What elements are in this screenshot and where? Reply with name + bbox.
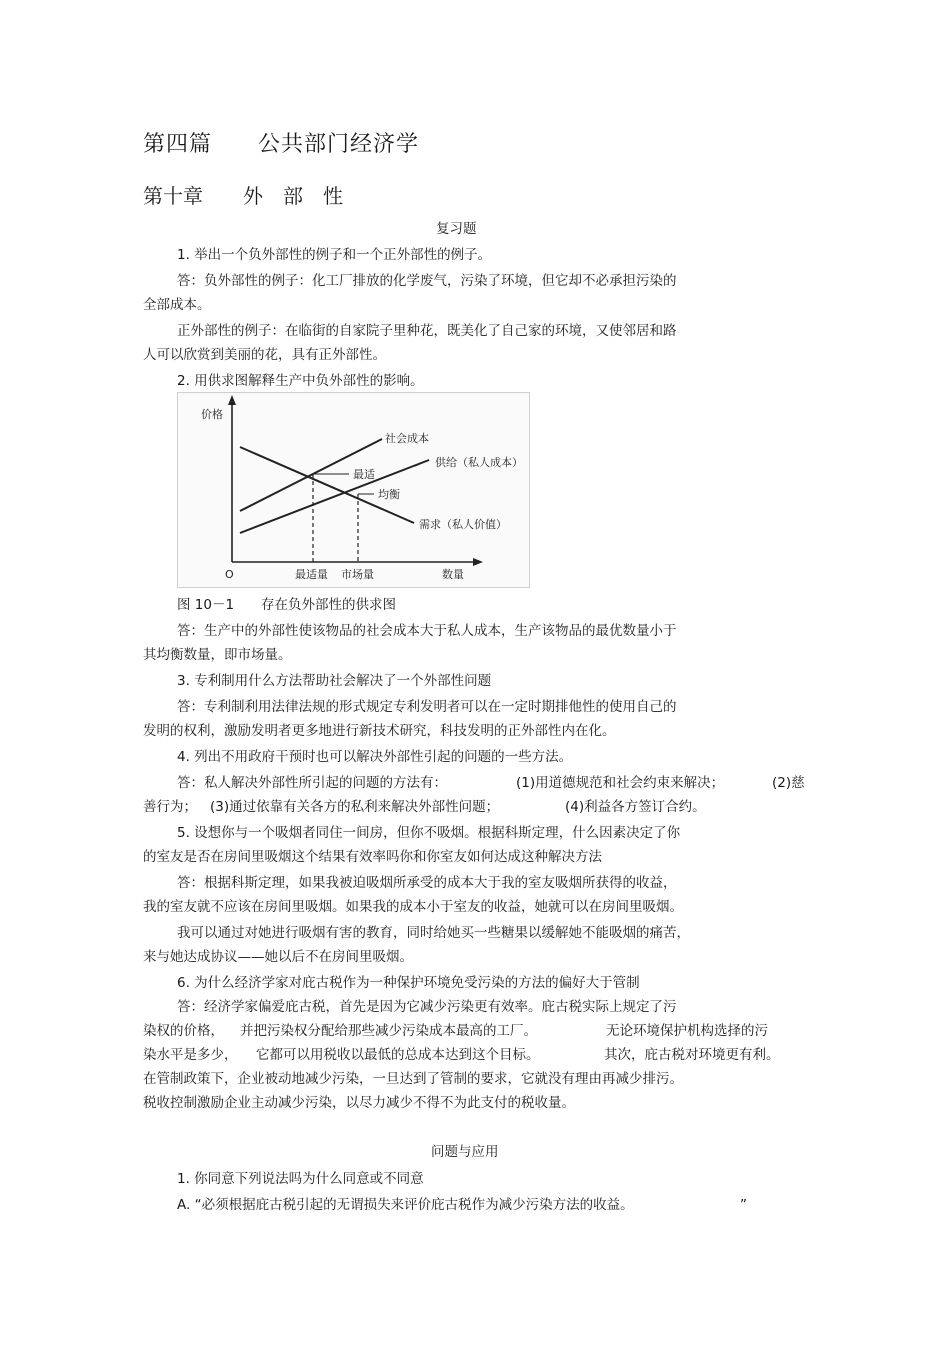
answer-6-line-2-part-2: 并把污染权分配给那些减少污染成本最高的工厂。 [240,1023,537,1039]
answer-6-line-5: 税收控制激励企业主动减少污染，以尽力减少不得不为此支付的税收量。 [143,1095,575,1111]
question-1: 1. 举出一个负外部性的例子和一个正外部性的例子。 [177,247,492,263]
applications-heading: 问题与应用 [431,1144,499,1160]
answer-1-line-4: 人可以欣赏到美丽的花，具有正外部性。 [143,347,386,363]
answer-4-line-2-part-2: (3)通过依靠有关各方的私利来解决外部性问题； [210,799,500,815]
answer-5-line-1: 答：根据科斯定理，如果我被迫吸烟所承受的成本大于我的室友吸烟所获得的收益， [177,875,677,891]
answer-5-line-3: 我可以通过对她进行吸烟有害的教育，同时给她买一些糖果以缓解她不能吸烟的痛苦， [177,925,690,941]
answer-6-line-3-part-3: 其次，庇古税对环境更有利。 [604,1047,780,1063]
y-axis-label: 价格 [201,408,223,421]
question-6: 6. 为什么经济学家对庇古税作为一种保护环境免受污染的方法的偏好大于管制 [177,975,640,991]
answer-6-line-4: 在管制政策下，企业被动地减少污染，一旦达到了管制的要求，它就没有理由再减少排污。 [143,1071,683,1087]
answer-6-line-3-part-1: 染水平是多少， [143,1047,238,1063]
answer-6-line-1: 答：经济学家偏爱庇古税，首先是因为它减少污染更有效率。庇古税实际上规定了污 [177,999,677,1015]
answer-2-line-2: 其均衡数量，即市场量。 [143,647,292,663]
answer-4-line-1-part-1: 答：私人解决外部性所引起的问题的方法有： [177,775,447,791]
series-label-demand: 需求（私人价值） [419,518,507,531]
externality-supply-demand-chart [177,392,532,589]
question-4: 4. 列出不用政府干预时也可以解决外部性引起的问题的一些方法。 [177,749,573,765]
x-tick-market-quantity: 市场量 [341,568,374,581]
review-heading: 复习题 [436,221,477,237]
series-label-social-cost: 社会成本 [385,432,429,445]
answer-5-line-2: 我的室友就不应该在房间里吸烟。如果我的成本小于室友的收益，她就可以在房间里吸烟。 [143,899,683,915]
answer-1-line-2: 全部成本。 [143,297,211,313]
annotation-equilibrium: 均衡 [378,488,400,501]
answer-6-line-2-part-3: 无论环境保护机构选择的污 [606,1023,768,1039]
application-1a-closing-quote: ” [740,1197,747,1213]
answer-3-line-1: 答：专利制利用法律法规的形式规定专利发明者可以在一定时期排他性的使用自己的 [177,699,677,715]
annotation-optimum: 最适 [353,468,375,481]
part-title: 第四篇 公共部门经济学 [143,132,420,157]
question-5-line-1: 5. 设想你与一个吸烟者同住一间房，但你不吸烟。根据科斯定理，什么因素决定了你 [177,825,681,841]
answer-2-line-1: 答：生产中的外部性使该物品的社会成本大于私人成本，生产该物品的最优数量小于 [177,623,677,639]
answer-3-line-2: 发明的权利，激励发明者更多地进行新技术研究，科技发明的正外部性内在化。 [143,723,616,739]
answer-4-line-2-part-1: 善行为； [143,799,197,815]
x-tick-optimum-quantity: 最适量 [295,568,328,581]
series-label-supply: 供给（私人成本） [435,456,523,469]
chapter-title: 第十章 外 部 性 [143,184,343,208]
answer-4-line-1-part-3: (2)慈 [772,775,805,791]
question-2: 2. 用供求图解释生产中负外部性的影响。 [177,373,424,389]
application-1: 1. 你同意下列说法吗为什么同意或不同意 [177,1171,424,1187]
figure-caption: 图 10－1 存在负外部性的供求图 [177,597,397,613]
answer-4-line-2-part-3: (4)利益各方签订合约。 [565,799,706,815]
answer-6-line-2-part-1: 染权的价格， [143,1023,224,1039]
origin-label: O [225,568,234,581]
x-axis-label: 数量 [442,568,464,581]
application-1a-statement: A. “必须根据庇古税引起的无谓损失来评价庇古税作为减少污染方法的收益。 [177,1197,634,1213]
answer-1-line-1: 答：负外部性的例子：化工厂排放的化学废气，污染了环境，但它却不必承担污染的 [177,273,677,289]
answer-6-line-3-part-2: 它都可以用税收以最低的总成本达到这个目标。 [256,1047,540,1063]
answer-4-line-1-part-2: (1)用道德规范和社会约束来解决； [516,775,725,791]
answer-1-line-3: 正外部性的例子：在临街的自家院子里种花，既美化了自己家的环境，又使邻居和路 [177,323,677,339]
answer-5-line-4: 来与她达成协议——她以后不在房间里吸烟。 [143,949,413,965]
question-3: 3. 专利制用什么方法帮助社会解决了一个外部性问题 [177,673,492,689]
question-5-line-2: 的室友是否在房间里吸烟这个结果有效率吗你和你室友如何达成这种解决方法 [143,849,602,865]
